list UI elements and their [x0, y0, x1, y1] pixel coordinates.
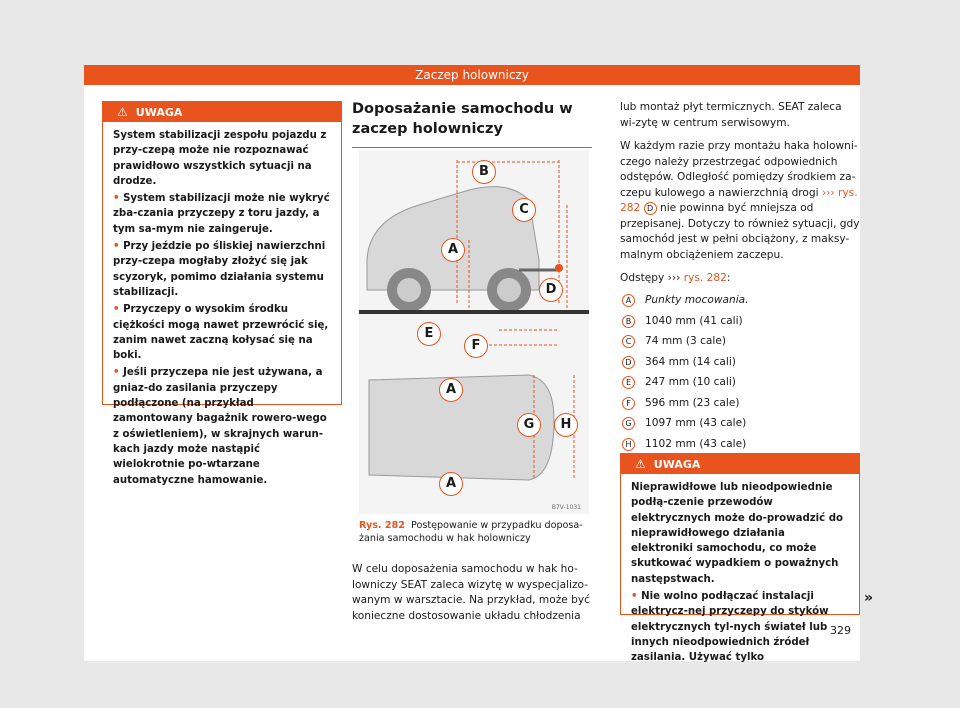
distance-item: A Punkty mocowania.: [622, 291, 860, 312]
section-divider: [352, 147, 592, 148]
figure-link[interactable]: rys. 282: [620, 186, 858, 214]
figure-link[interactable]: rys. 282: [683, 272, 727, 284]
figure-label: E: [417, 322, 441, 346]
warning-body: [621, 474, 859, 666]
warning-box-stability: [102, 101, 342, 486]
bullet-icon: •: [113, 304, 124, 316]
bullet-icon: •: [113, 367, 124, 379]
section-title: Doposażanie samochodu w zaczep holowniczy: [352, 101, 573, 137]
section-header: [352, 99, 592, 148]
distance-item: G 1097 mm (43 cale): [622, 414, 860, 435]
continue-marker: »: [864, 590, 874, 606]
figure-label: C: [512, 198, 536, 222]
figure-label: F: [464, 334, 488, 358]
warning-intro: Nieprawidłowe lub nieodpowiednie podłą-czenie przewodów elektrycznych może do-prowadzić do nieprawidłowego działania elektroniki samochodu, co może skutkować wypadkiem o poważnych następstwach.: [631, 482, 844, 585]
distance-item: F 596 mm (23 cale): [622, 393, 860, 414]
col2-paragraph: W celu doposażenia samochodu w hak ho-lowniczy SEAT zaleca wizytę w wyspecjalizo-wanym w warsztacie. Na przykład, może być konieczne dostosowanie układu chłodzenia: [352, 563, 590, 622]
caption-text: Postępowanie w przypadku doposa-żania samochodu w hak holowniczy: [359, 520, 583, 544]
distance-item: D 364 mm (14 cali): [622, 352, 860, 373]
towbar-diagram: [359, 150, 589, 514]
warning-bullet: • Jeśli przyczepa nie jest używana, a gniaz-do zasilania przyczepy podłączone (na przykład zamontowany bagażnik rowero-wego z oświetleniem), w skrajnych warun-kach jazdy może nastąpić wielokrotnie po-wtarzane automatyczne hamowanie.: [113, 367, 327, 486]
warning-intro: System stabilizacji zespołu pojazdu z przy-czepą może nie rozpoznawać prawidłowo wszystkich sytuacji na drodze.: [113, 130, 327, 187]
figure-label: A: [439, 472, 463, 496]
manual-page: [84, 65, 874, 664]
warning-title: UWAGA: [653, 458, 701, 471]
figure-label: G: [517, 413, 541, 437]
warning-bullet: • Przyczepy o wysokim środku ciężkości mogą nawet przewrócić się, zanim nawet zaczną kołysać się na boki.: [113, 304, 329, 362]
figure-label: D: [539, 278, 563, 302]
distance-item: B 1040 mm (41 cali): [622, 311, 860, 332]
page-header: Zaczep holowniczy: [84, 65, 860, 85]
warning-bullet: • Przy jeździe po śliskiej nawierzchni przy-czepa mogłaby złożyć się jak scyzoryk, pomimo działania systemu stabilizacji.: [113, 241, 326, 298]
caption-ref: Rys. 282: [359, 520, 405, 531]
distance-item: C 74 mm (3 cale): [622, 332, 860, 353]
distance-item: H 1102 mm (43 cale): [622, 434, 860, 455]
distance-item: E 247 mm (10 cali): [622, 373, 860, 394]
distance-list: [620, 291, 860, 455]
warning-header: [103, 102, 341, 122]
figure-label: H: [554, 413, 578, 437]
xref-arrow: ›››: [667, 272, 681, 284]
warning-bullet: • Nie wolno podłączać instalacji elektrycz-nej przyczepy do styków elektrycznych tyl-nych świateł lub innych nieodpowiednich źródeł zasilania. Używać tylko: [631, 591, 829, 664]
warning-triangle-icon: ⚠: [117, 105, 128, 119]
towbar-figure: [359, 150, 589, 514]
figure-caption: [359, 519, 591, 545]
distances-heading: Odstępy ››› rys. 282:: [620, 272, 731, 284]
warning-triangle-icon: ⚠: [635, 457, 646, 471]
figure-code: B7V-1031: [551, 504, 581, 511]
figure-label: A: [441, 238, 465, 262]
bullet-icon: •: [113, 193, 124, 205]
paragraph: lub montaż płyt termicznych. SEAT zaleca wi-zytę w centrum serwisowym.: [620, 101, 842, 129]
bullet-icon: •: [113, 241, 124, 253]
paragraph: W każdym razie przy montażu haka holowni-czego należy przestrzegać odpowiednich odstępów. Odległość pomiędzy środkiem za-czepu kulowego a nawierzchnią drogi ››› rys. 282 D nie powinna być mniejsza od przepisanej. Dotyczy to również sytuacji, gdy samochód jest w pełni obciążony, z maksy-malnym obciążeniem zaczepu.: [620, 140, 860, 261]
col3: [620, 100, 860, 455]
xref-arrow: ›››: [821, 186, 835, 199]
warning-body: [103, 122, 341, 488]
warning-title: UWAGA: [135, 106, 183, 119]
warning-header: [621, 454, 859, 474]
warning-bullet: • System stabilizacji może nie wykryć zba-czania przyczepy z toru jazdy, a tym sa-mym nie zaingeruje.: [113, 193, 330, 235]
figure-label: B: [472, 160, 496, 184]
bullet-icon: •: [631, 591, 642, 603]
callout-circle: D: [644, 202, 657, 215]
page-number: 329: [830, 624, 851, 637]
figure-label: A: [439, 378, 463, 402]
